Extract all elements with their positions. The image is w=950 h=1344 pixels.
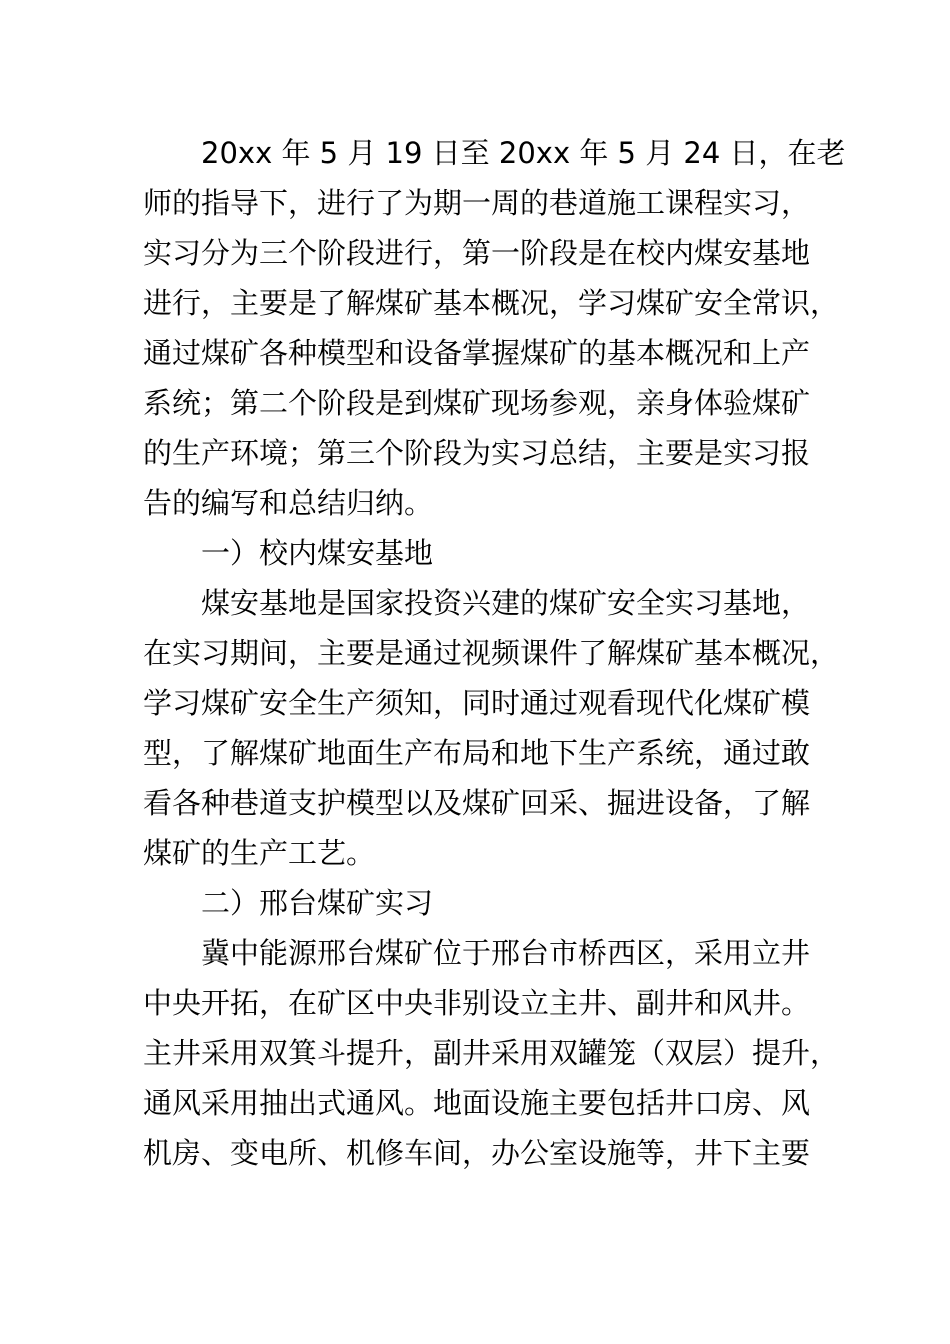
paragraph-intro bbox=[143, 128, 846, 528]
section-heading: 一）校内煤安基地 bbox=[201, 536, 434, 570]
section-heading-xingtai-mine bbox=[143, 878, 815, 928]
paragraph-campus-base bbox=[143, 578, 840, 878]
text-line: 实习分为三个阶段进行，第一阶段是在校内煤安基地 bbox=[143, 236, 811, 270]
text-line: 主井采用双箕斗提升，副井采用双罐笼（双层）提升， bbox=[143, 1036, 840, 1070]
text-line: 中央开拓，在矿区中央非别设立主井、副井和风井。 bbox=[143, 986, 811, 1020]
text-line: 学习煤矿安全生产须知，同时通过观看现代化煤矿模 bbox=[143, 686, 811, 720]
text-line: 告的编写和总结归纳。 bbox=[143, 486, 434, 520]
section-heading-campus-base bbox=[143, 528, 815, 578]
text-line: 的生产环境；第三个阶段为实习总结，主要是实习报 bbox=[143, 436, 811, 470]
section-heading: 二）邢台煤矿实习 bbox=[201, 886, 434, 920]
text-line: 看各种巷道支护模型以及煤矿回采、掘进设备，了解 bbox=[143, 786, 811, 820]
text-line: 型，了解煤矿地面生产布局和地下生产系统，通过敢 bbox=[143, 736, 811, 770]
document-body bbox=[143, 128, 846, 1178]
text-line: 进行，主要是了解煤矿基本概况，学习煤矿安全常识， bbox=[143, 286, 840, 320]
text-line: 煤矿的生产工艺。 bbox=[143, 836, 376, 870]
text-line: 冀中能源邢台煤矿位于邢台市桥西区，采用立井 bbox=[201, 936, 811, 970]
paragraph-xingtai-mine bbox=[143, 928, 840, 1178]
text-line: 师的指导下，进行了为期一周的巷道施工课程实习， bbox=[143, 186, 811, 220]
text-line: 煤安基地是国家投资兴建的煤矿安全实习基地， bbox=[201, 586, 811, 620]
text-line: 通风采用抽出式通风。地面设施主要包括井口房、风 bbox=[143, 1086, 811, 1120]
text-line: 通过煤矿各种模型和设备掌握煤矿的基本概况和上产 bbox=[143, 336, 811, 370]
text-line: 在实习期间，主要是通过视频课件了解煤矿基本概况， bbox=[143, 636, 840, 670]
text-line: 20xx 年 5 月 19 日至 20xx 年 5 月 24 日，在老 bbox=[201, 136, 846, 170]
text-line: 机房、变电所、机修车间，办公室设施等，井下主要 bbox=[143, 1136, 811, 1170]
text-line: 系统；第二个阶段是到煤矿现场参观，亲身体验煤矿 bbox=[143, 386, 811, 420]
